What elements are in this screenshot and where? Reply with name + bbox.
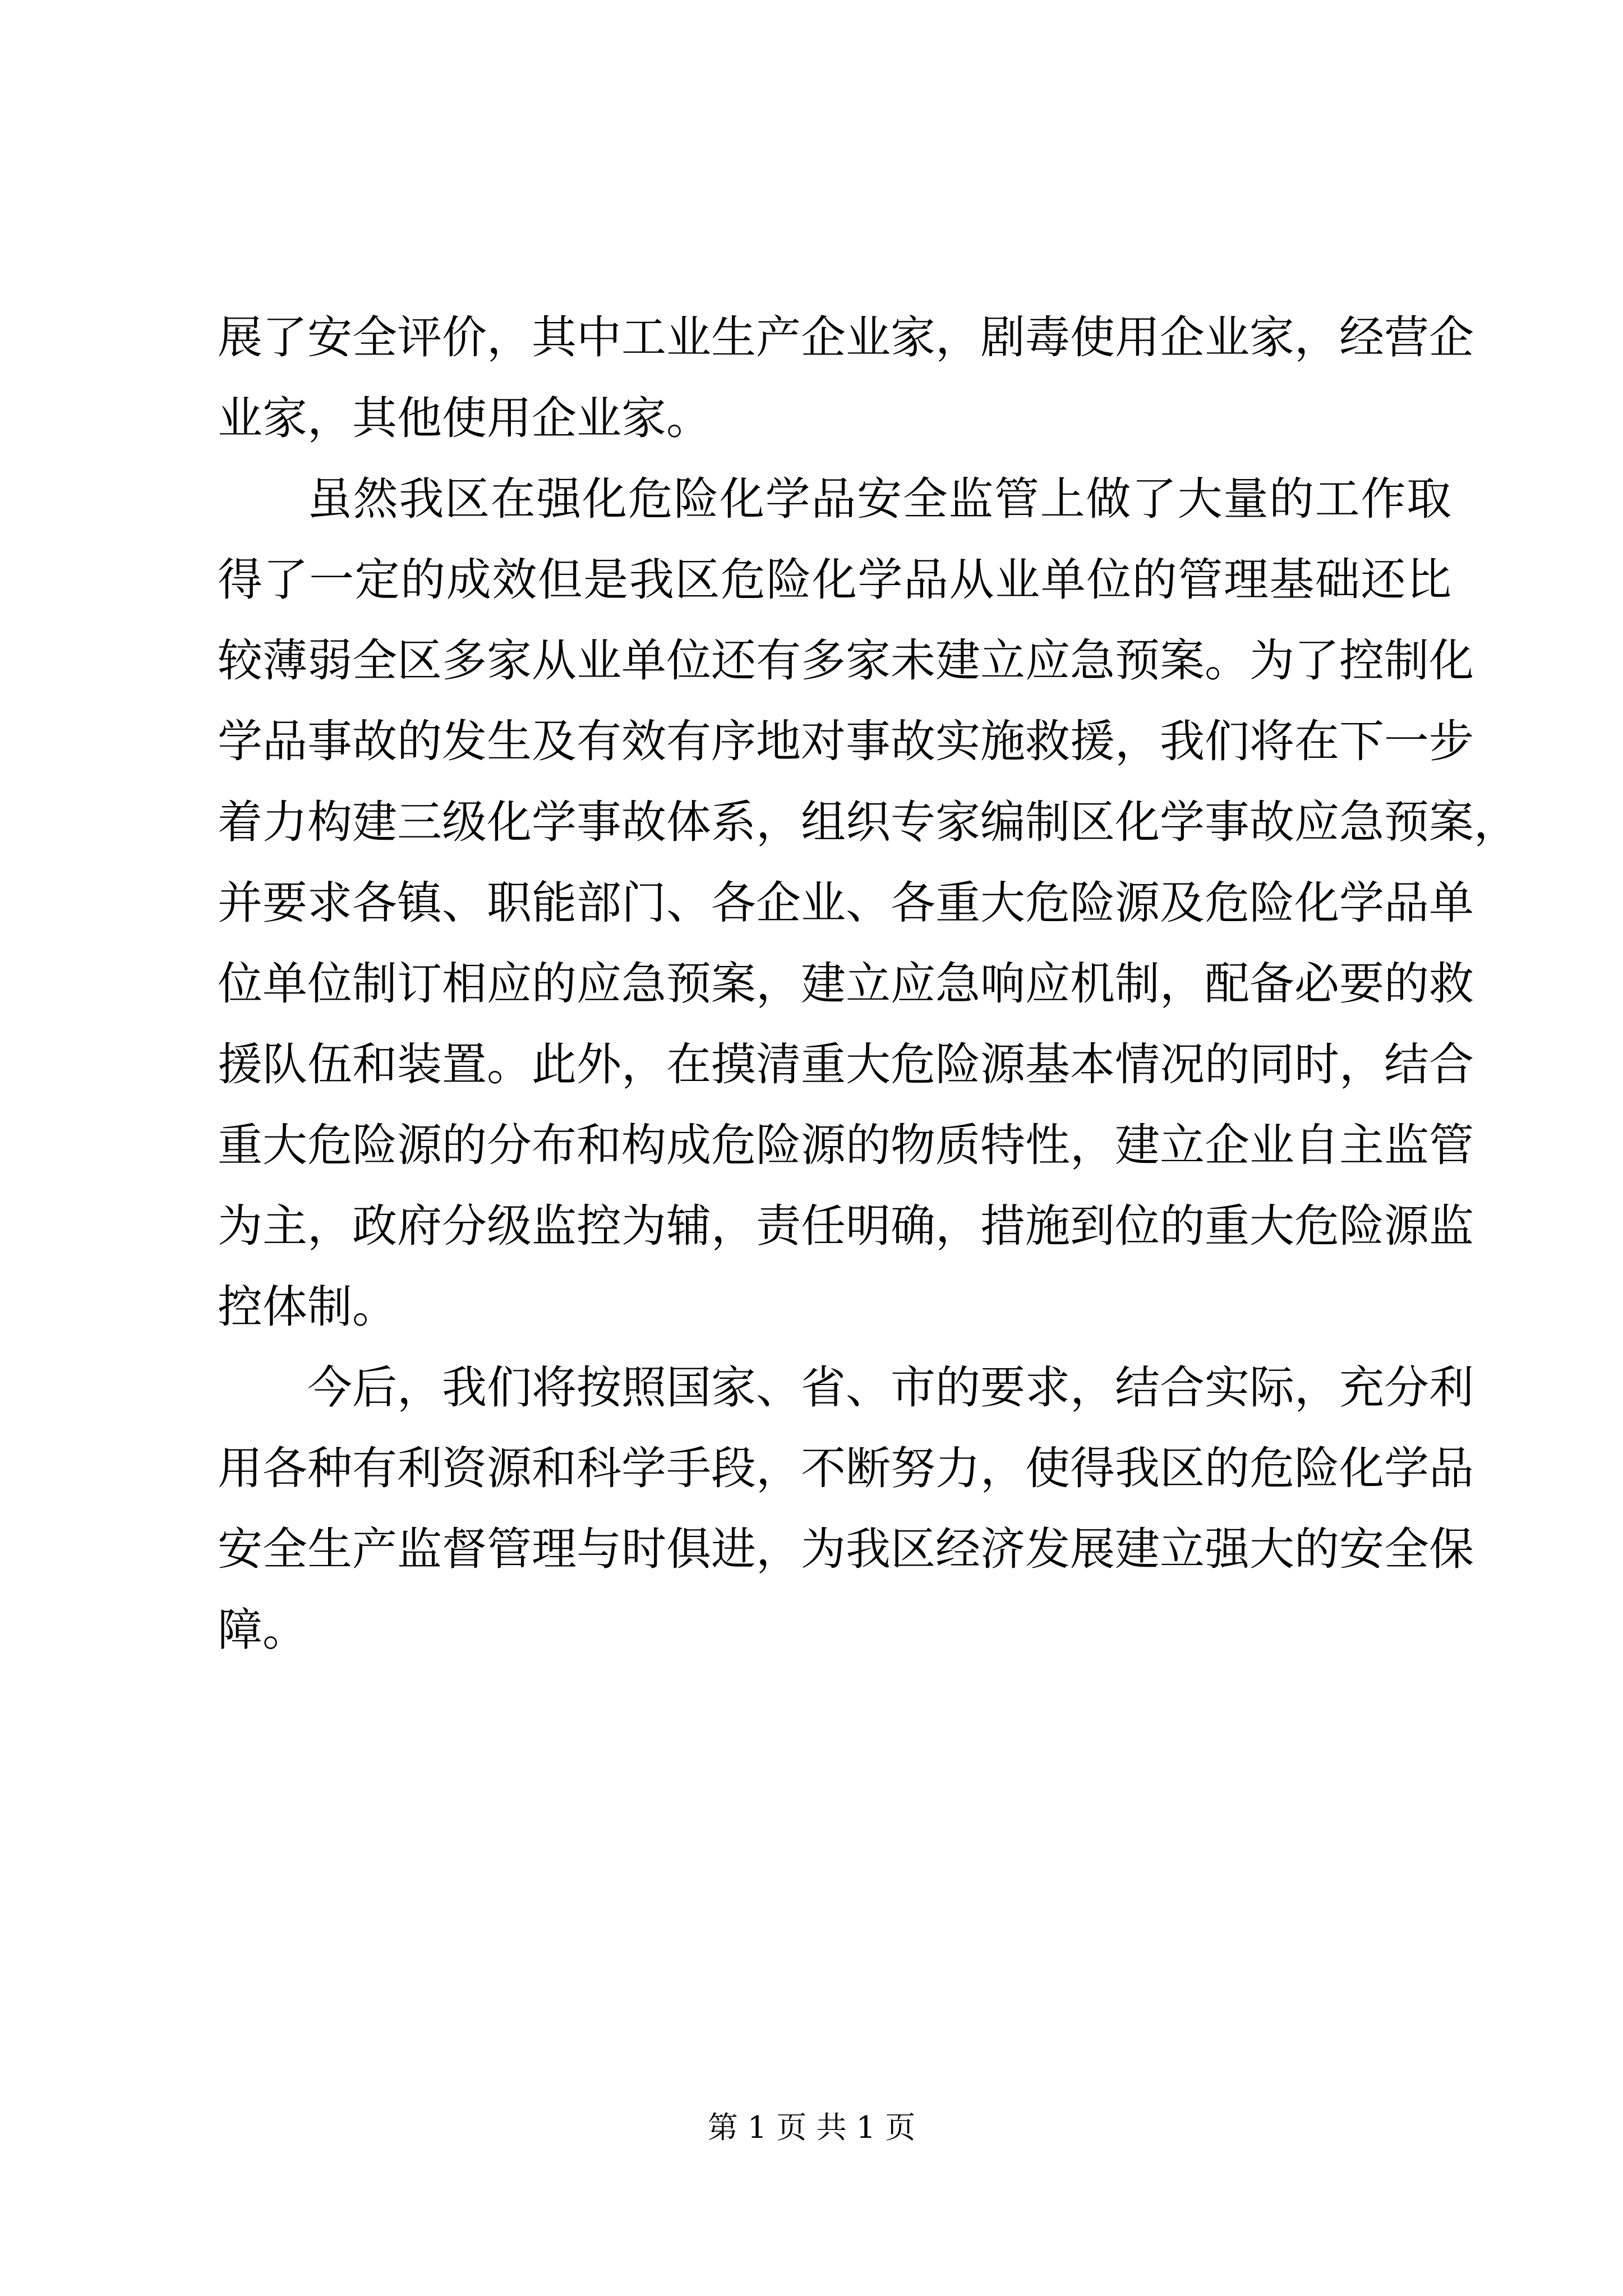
text-line: 业家，其他使用企业家。 xyxy=(218,392,711,444)
paragraph-1 xyxy=(218,297,1474,459)
text-line: 展了安全评价，其中工业生产企业家，剧毒使用企业家，经营企 xyxy=(218,311,1474,364)
text-line: 着力构建三级化学事故体系，组织专家编制区化学事故应急预案， xyxy=(218,796,1519,848)
text-line: 今后，我们将按照国家、省、市的要求，结合实际，充分利 xyxy=(307,1361,1474,1414)
text-line: 学品事故的发生及有效有序地对事故实施救援，我们将在下一步 xyxy=(218,715,1474,767)
text-line: 并要求各镇、职能部门、各企业、各重大危险源及危险化学品单 xyxy=(218,877,1474,929)
text-line: 援队伍和装置。此外，在摸清重大危险源基本情况的同时，结合 xyxy=(218,1038,1474,1091)
paragraph-2 xyxy=(218,459,1519,1347)
text-line: 较薄弱全区多家从业单位还有多家未建立应急预案。为了控制化 xyxy=(218,634,1474,687)
paragraph-3 xyxy=(218,1347,1474,1671)
text-line: 得了一定的成效但是我区危险化学品从业单位的管理基础还比 xyxy=(218,554,1451,606)
text-line: 安全生产监督管理与时俱进，为我区经济发展建立强大的安全保 xyxy=(218,1523,1474,1575)
text-line: 重大危险源的分布和构成危险源的物质特性，建立企业自主监管 xyxy=(218,1119,1474,1171)
document-body xyxy=(218,297,1519,1671)
text-line: 控体制。 xyxy=(218,1281,397,1333)
text-line: 为主，政府分级监控为辅，责任明确，措施到位的重大危险源监 xyxy=(218,1200,1474,1252)
text-line: 障。 xyxy=(218,1604,307,1656)
page-footer xyxy=(0,2108,1623,2147)
page-number-label: 第 1 页 共 1 页 xyxy=(707,2110,916,2145)
text-line: 用各种有利资源和科学手段，不断努力，使得我区的危险化学品 xyxy=(218,1442,1474,1494)
text-line: 位单位制订相应的应急预案，建立应急响应机制，配备必要的救 xyxy=(218,958,1474,1010)
text-line: 虽然我区在强化危险化学品安全监管上做了大量的工作取 xyxy=(307,473,1451,525)
